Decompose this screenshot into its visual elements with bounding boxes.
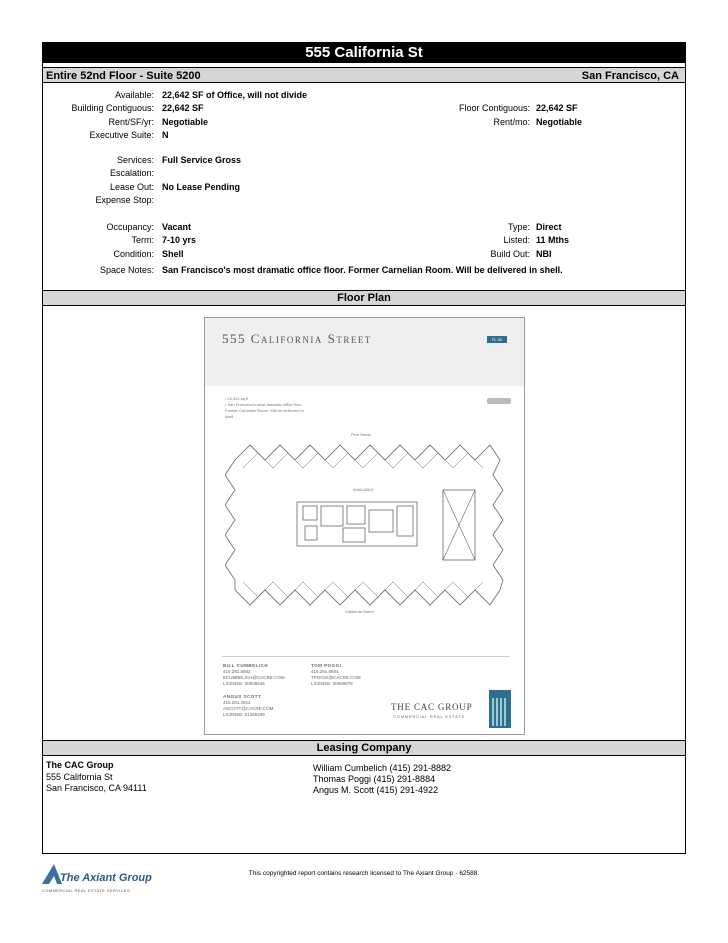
- cac-logo-icon: [489, 690, 511, 728]
- available-label: Available:: [115, 90, 154, 100]
- leasing-contact-3: Angus M. Scott (415) 291-4922: [313, 785, 439, 795]
- plan-note-line: • 22,642 sq ft: [225, 396, 249, 401]
- listed-value: 11 Mths: [536, 235, 570, 245]
- suite-name: Entire 52nd Floor - Suite 5200: [46, 70, 201, 82]
- rent-mo-value: Negotiable: [536, 117, 583, 127]
- broker-line: LICENSE: 00935546: [223, 681, 265, 686]
- page-title: 555 California St: [43, 43, 685, 63]
- rent-mo-label: Rent/mo:: [493, 117, 530, 127]
- escalation-label: Escalation:: [109, 168, 154, 178]
- plan-notes: [225, 396, 304, 420]
- suite-header: [43, 67, 685, 83]
- leasing-contact-2: Thomas Poggi (415) 291-8884: [313, 774, 436, 784]
- location: San Francisco, CA: [581, 70, 679, 82]
- services-value: Full Service Gross: [162, 155, 242, 165]
- plan-logo-text: THE CAC GROUP: [391, 702, 473, 712]
- broker-name: ANGUS SCOTT: [223, 694, 262, 699]
- occupancy-label: Occupancy:: [106, 222, 154, 232]
- type-value: Direct: [536, 222, 562, 232]
- broker-name: BILL CUMBELICH: [223, 663, 269, 668]
- broker-line: LICENSE: 00969878: [311, 681, 353, 686]
- leasing-address-line2: San Francisco, CA 94111: [46, 783, 147, 793]
- plan-logo-sub: COMMERCIAL REAL ESTATE: [393, 714, 466, 719]
- occupancy-value: Vacant: [162, 222, 192, 232]
- expense-stop-label: Expense Stop:: [95, 195, 154, 205]
- plan-street-bottom: California Street: [345, 609, 374, 614]
- leasing-company-name: The CAC Group: [46, 760, 114, 770]
- plan-header-band: [205, 318, 524, 386]
- space-notes-value: San Francisco's most dramatic office floor. Former Carnelian Room. Will be delivered in shell.: [162, 265, 563, 275]
- rent-sf-label: Rent/SF/yr:: [108, 117, 154, 127]
- plan-available-tag: AVAILABLE: [353, 487, 374, 492]
- floor-outline-drawing: [225, 440, 505, 610]
- services-label: Services:: [116, 155, 154, 165]
- floor-contiguous-label: Floor Contiguous:: [458, 103, 530, 113]
- broker-line: BCUMBELICH@CACRE.COM: [223, 675, 285, 680]
- plan-divider: [222, 656, 510, 657]
- plan-floor-badge: FL 52: [487, 336, 507, 343]
- condition-value: Shell: [162, 249, 184, 259]
- build-out-value: NBI: [536, 249, 552, 259]
- leasing-company-header: Leasing Company: [43, 740, 685, 756]
- plan-broker-3: [223, 694, 273, 718]
- building-contiguous-value: 22,642 SF: [162, 103, 204, 113]
- plan-sheet-title: 555 California Street: [222, 331, 372, 346]
- space-notes-label: Space Notes:: [99, 265, 154, 275]
- executive-suite-label: Executive Suite:: [89, 130, 154, 140]
- type-label: Type:: [507, 222, 530, 232]
- broker-line: 415.291.8882: [223, 669, 251, 674]
- broker-name: TOM POGGI: [311, 663, 342, 668]
- plan-broker-1: [223, 663, 285, 687]
- term-value: 7-10 yrs: [162, 235, 197, 245]
- floor-plan-image: [204, 317, 525, 735]
- condition-label: Condition:: [113, 249, 154, 259]
- floor-plan-header: Floor Plan: [43, 290, 685, 306]
- plan-note-line: Former Carnelian Room. Will be delivered in: [225, 408, 304, 413]
- building-contiguous-label: Building Contiguous:: [71, 103, 154, 113]
- listed-label: Listed:: [503, 235, 530, 245]
- plan-button-graphic: [487, 398, 511, 404]
- term-label: Term:: [131, 235, 154, 245]
- rent-sf-value: Negotiable: [162, 117, 209, 127]
- copyright-notice: This copyrighted report contains research licensed to The Axiant Group - 62588.: [248, 870, 480, 877]
- available-value: 22,642 SF of Office, will not divide: [162, 90, 308, 100]
- axiant-logo: [40, 862, 152, 898]
- broker-line: LICENSE: 01266289: [223, 712, 265, 717]
- plan-broker-2: [311, 663, 361, 687]
- plan-note-line: • San Francisco's most dramatic office floor.: [225, 402, 303, 407]
- broker-line: 415.291.8884: [311, 669, 339, 674]
- executive-suite-value: N: [162, 130, 169, 140]
- lease-out-value: No Lease Pending: [162, 182, 241, 192]
- axiant-logo-sub: COMMERCIAL REAL ESTATE SERVICES: [42, 888, 131, 893]
- plan-note-line: shell.: [225, 414, 235, 419]
- lease-out-label: Lease Out:: [109, 182, 154, 192]
- broker-line: TPOGGI@CACRE.COM: [311, 675, 361, 680]
- leasing-contact-1: William Cumbelich (415) 291-8882: [313, 763, 452, 773]
- build-out-label: Build Out:: [490, 249, 530, 259]
- floor-contiguous-value: 22,642 SF: [536, 103, 578, 113]
- broker-line: 415.291.4922: [223, 700, 251, 705]
- plan-street-top: Pine Street: [351, 432, 371, 437]
- axiant-logo-text: The Axiant Group: [60, 872, 152, 884]
- broker-line: ASCOTT@CACRE.COM: [223, 706, 274, 711]
- leasing-address-line1: 555 California St: [46, 772, 113, 782]
